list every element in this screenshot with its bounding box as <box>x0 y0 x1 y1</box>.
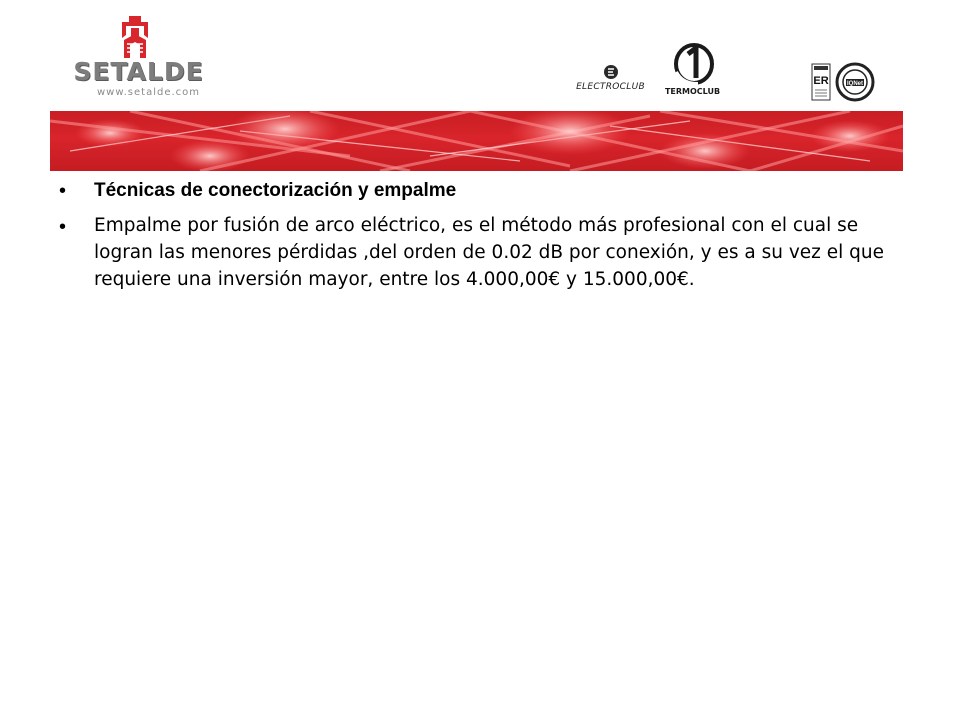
slide-heading: Técnicas de conectorización y empalme <box>94 180 457 201</box>
brand-url: www.setalde.com <box>96 87 201 98</box>
slide-paragraph: Empalme por fusión de arco eléctrico, es el método más profesional con el cual se logran las menores pérdidas ,del orden de 0.02 dB por conexión, y es a su vez el que requiere una inversión mayor, entre los 4.000,00€ y 15.000,00€. <box>94 215 885 290</box>
brand-name: SETALDE <box>73 57 204 86</box>
fiber-optic-graphic <box>50 111 903 171</box>
bullet-item-body <box>59 212 909 293</box>
termoclub-mark-icon <box>668 42 718 86</box>
bullet-marker: • <box>59 180 67 202</box>
termoclub-logo <box>660 42 725 100</box>
termoclub-label: TERMOCLUB <box>664 87 721 96</box>
header-banner <box>50 111 903 171</box>
bullet-item-title <box>59 176 909 206</box>
setalde-logo <box>56 16 221 100</box>
electroclub-logo <box>573 62 648 100</box>
electroclub-label: ELECTROCLUB <box>576 82 645 92</box>
setalde-mark-icon <box>120 16 150 60</box>
aenor-er-iqnet-icon <box>811 60 875 104</box>
electroclub-mark-icon <box>601 64 621 80</box>
bullet-marker: • <box>59 216 67 238</box>
certification-logos <box>811 60 875 104</box>
svg-text:ER: ER <box>813 75 829 87</box>
slide-content <box>59 176 909 293</box>
svg-text:IQNet: IQNet <box>846 81 864 87</box>
